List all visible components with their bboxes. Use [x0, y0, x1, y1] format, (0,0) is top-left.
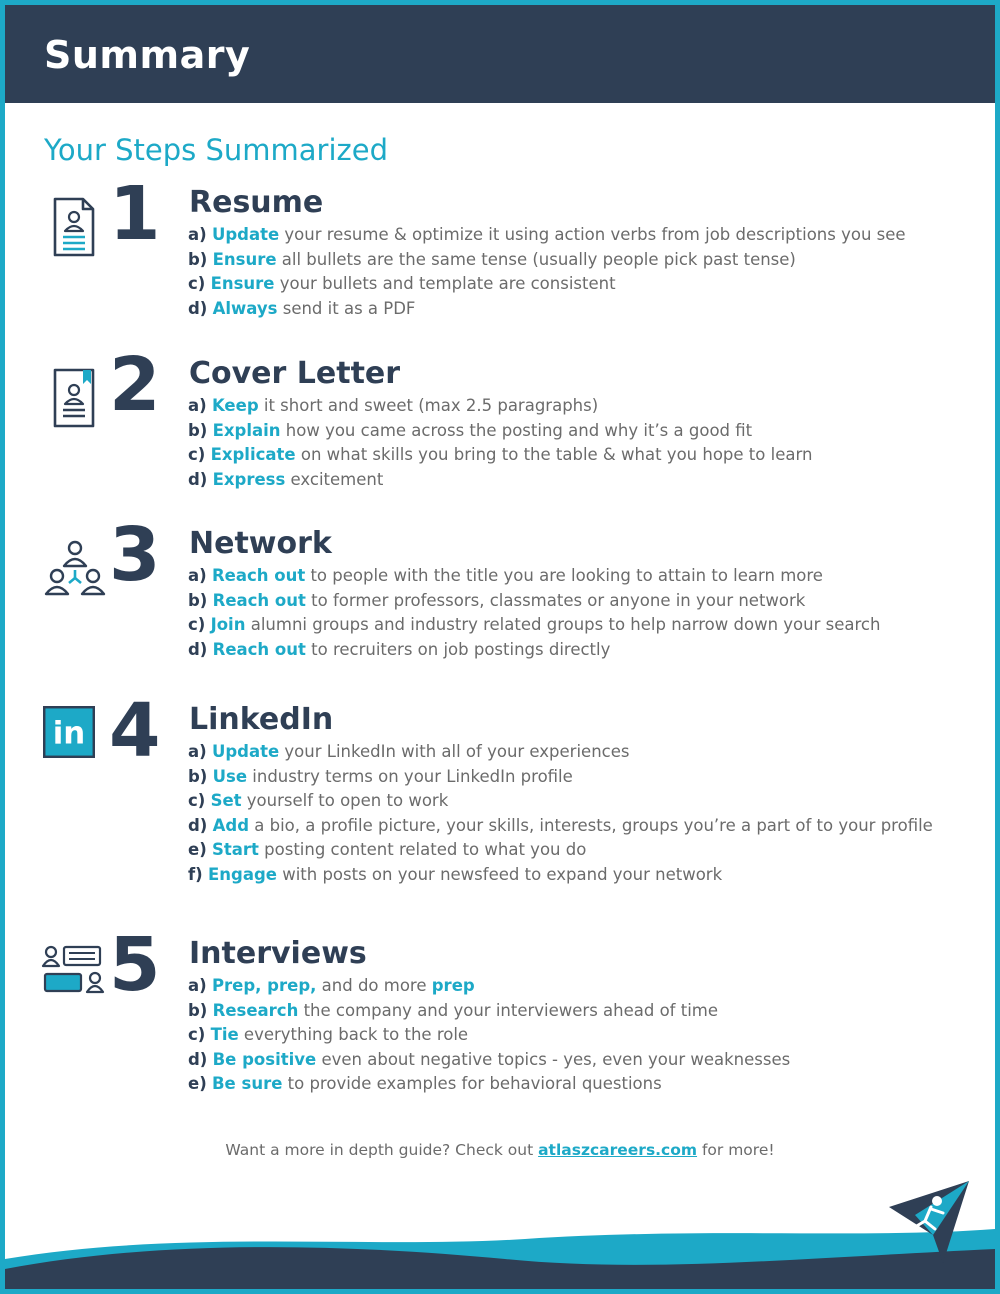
- item-verb: Reach out: [212, 590, 306, 610]
- item-verb: Set: [210, 791, 242, 811]
- item-letter: a): [188, 976, 207, 995]
- step-title: Interviews: [189, 936, 367, 971]
- linkedin-icon: [43, 706, 95, 758]
- footer-note: [5, 1141, 995, 1159]
- item-text: alumni groups and industry related groups to help narrow down your search: [245, 615, 881, 635]
- list-item: [188, 638, 880, 663]
- item-verb: Be positive: [212, 1049, 317, 1069]
- step-title: Network: [189, 526, 332, 561]
- list-item: [188, 468, 812, 493]
- item-letter: d): [188, 469, 208, 489]
- item-verb: Reach out: [211, 566, 306, 585]
- list-item: [188, 838, 933, 863]
- item-text: to provide examples for behavioral questions: [282, 1074, 662, 1094]
- item-letter: b): [188, 249, 208, 269]
- list-item: [188, 272, 906, 297]
- list-item: [188, 394, 812, 419]
- list-item: [188, 564, 880, 589]
- item-text: your resume & optimize it using action verbs from job descriptions you see: [279, 225, 906, 244]
- atlasz-logo-icon: [885, 1177, 977, 1269]
- step-number: 2: [109, 342, 161, 428]
- step-items: [188, 394, 812, 492]
- item-verb: Explicate: [210, 445, 296, 465]
- item-letter: c): [188, 445, 206, 465]
- item-letter: d): [188, 298, 208, 318]
- item-letter: d): [188, 639, 208, 659]
- step-items: [188, 223, 906, 321]
- item-letter: c): [188, 615, 206, 635]
- item-letter: b): [188, 420, 208, 440]
- people-network-icon: [41, 536, 109, 600]
- list-item: [188, 863, 933, 888]
- step-title: LinkedIn: [189, 702, 334, 737]
- list-item: [188, 419, 812, 444]
- item-text: send it as a PDF: [277, 298, 416, 318]
- page-title: Summary: [44, 33, 251, 77]
- item-verb: Update: [211, 225, 280, 244]
- item-text: yourself to open to work: [241, 791, 449, 811]
- step-number: 3: [109, 512, 161, 598]
- item-verb: Join: [210, 615, 246, 635]
- item-text: it short and sweet (max 2.5 paragraphs): [258, 396, 599, 415]
- list-item: [188, 589, 880, 614]
- item-verb: Express: [212, 469, 286, 489]
- list-item: [188, 814, 933, 839]
- item-verb: Always: [212, 298, 278, 318]
- item-letter: c): [188, 791, 206, 811]
- list-item: [188, 613, 880, 638]
- item-text: your LinkedIn with all of your experiences: [279, 742, 630, 761]
- item-letter: a): [188, 742, 207, 761]
- list-item: [188, 974, 790, 999]
- list-item: [188, 740, 933, 765]
- list-item: [188, 1023, 790, 1048]
- item-letter: f): [188, 864, 203, 884]
- item-verb: Prep, prep,: [211, 976, 317, 995]
- item-verb: Update: [211, 742, 280, 761]
- item-letter: d): [188, 1049, 208, 1069]
- item-verb: Ensure: [210, 274, 275, 294]
- header-bar: [5, 5, 995, 103]
- item-letter: d): [188, 815, 208, 835]
- item-text: to former professors, classmates or anyone in your network: [305, 590, 806, 610]
- item-text: posting content related to what you do: [258, 840, 587, 860]
- item-letter: b): [188, 766, 208, 786]
- item-text: industry terms on your LinkedIn profile: [247, 766, 573, 786]
- list-item: [188, 789, 933, 814]
- step-title: Resume: [189, 185, 324, 220]
- item-letter: b): [188, 1000, 208, 1020]
- item-letter: b): [188, 590, 208, 610]
- item-text: everything back to the role: [238, 1025, 469, 1045]
- footer-text: for more!: [697, 1141, 775, 1159]
- footer-text: Want a more in depth guide? Check out: [225, 1141, 539, 1159]
- bottom-wave-decoration: [5, 1199, 995, 1289]
- item-letter: e): [188, 1074, 207, 1094]
- step-items: [188, 974, 790, 1097]
- step-number: 5: [109, 922, 161, 1008]
- item-letter: a): [188, 396, 207, 415]
- linkedin-icon-text: in: [52, 715, 86, 752]
- item-text: even about negative topics - yes, even your weaknesses: [316, 1049, 791, 1069]
- item-verb: Engage: [207, 864, 277, 884]
- cover-letter-document-icon: [41, 366, 105, 430]
- item-verb: Reach out: [212, 639, 306, 659]
- list-item: [188, 248, 906, 273]
- list-item: [188, 765, 933, 790]
- step-items: [188, 740, 933, 888]
- item-verb: Tie: [210, 1025, 239, 1045]
- list-item: [188, 1048, 790, 1073]
- item-text: on what skills you bring to the table & what you hope to learn: [295, 445, 813, 465]
- section-subtitle: Your Steps Summarized: [44, 133, 388, 167]
- item-text: how you came across the posting and why it’s a good fit: [280, 420, 753, 440]
- item-text: to people with the title you are looking to attain to learn more: [305, 566, 823, 585]
- step-number: 4: [109, 688, 161, 774]
- list-item: [188, 223, 906, 248]
- list-item: [188, 1072, 790, 1097]
- list-item: [188, 443, 812, 468]
- item-verb: Ensure: [212, 249, 277, 269]
- item-verb: Add: [212, 815, 250, 835]
- item-text: a bio, a profile picture, your skills, interests, groups you’re a part of to your profile: [249, 815, 933, 835]
- list-item: [188, 999, 790, 1024]
- item-text: and do more: [316, 976, 432, 995]
- item-verb: Explain: [212, 420, 281, 440]
- item-letter: a): [188, 566, 207, 585]
- interview-chat-icon: [41, 942, 107, 1006]
- item-letter: c): [188, 1025, 206, 1045]
- item-text: to recruiters on job postings directly: [305, 639, 611, 659]
- item-text: all bullets are the same tense (usually people pick past tense): [276, 249, 796, 269]
- website-link[interactable]: atlaszcareers.com: [538, 1141, 698, 1159]
- step-number: 1: [109, 171, 161, 257]
- resume-document-icon: [41, 195, 105, 259]
- step-items: [188, 564, 880, 662]
- item-letter: c): [188, 274, 206, 294]
- item-verb: Be sure: [211, 1074, 283, 1094]
- item-verb: Research: [212, 1000, 299, 1020]
- item-letter: e): [188, 840, 207, 860]
- item-verb: prep: [431, 976, 475, 995]
- item-letter: a): [188, 225, 207, 244]
- item-verb: Start: [211, 840, 259, 860]
- list-item: [188, 297, 906, 322]
- step-title: Cover Letter: [189, 356, 401, 391]
- item-verb: Keep: [211, 396, 259, 415]
- item-verb: Use: [212, 766, 248, 786]
- item-text: excitement: [285, 469, 384, 489]
- item-text: the company and your interviewers ahead of time: [298, 1000, 719, 1020]
- item-text: with posts on your newsfeed to expand your network: [276, 864, 723, 884]
- item-text: your bullets and template are consistent: [274, 274, 616, 294]
